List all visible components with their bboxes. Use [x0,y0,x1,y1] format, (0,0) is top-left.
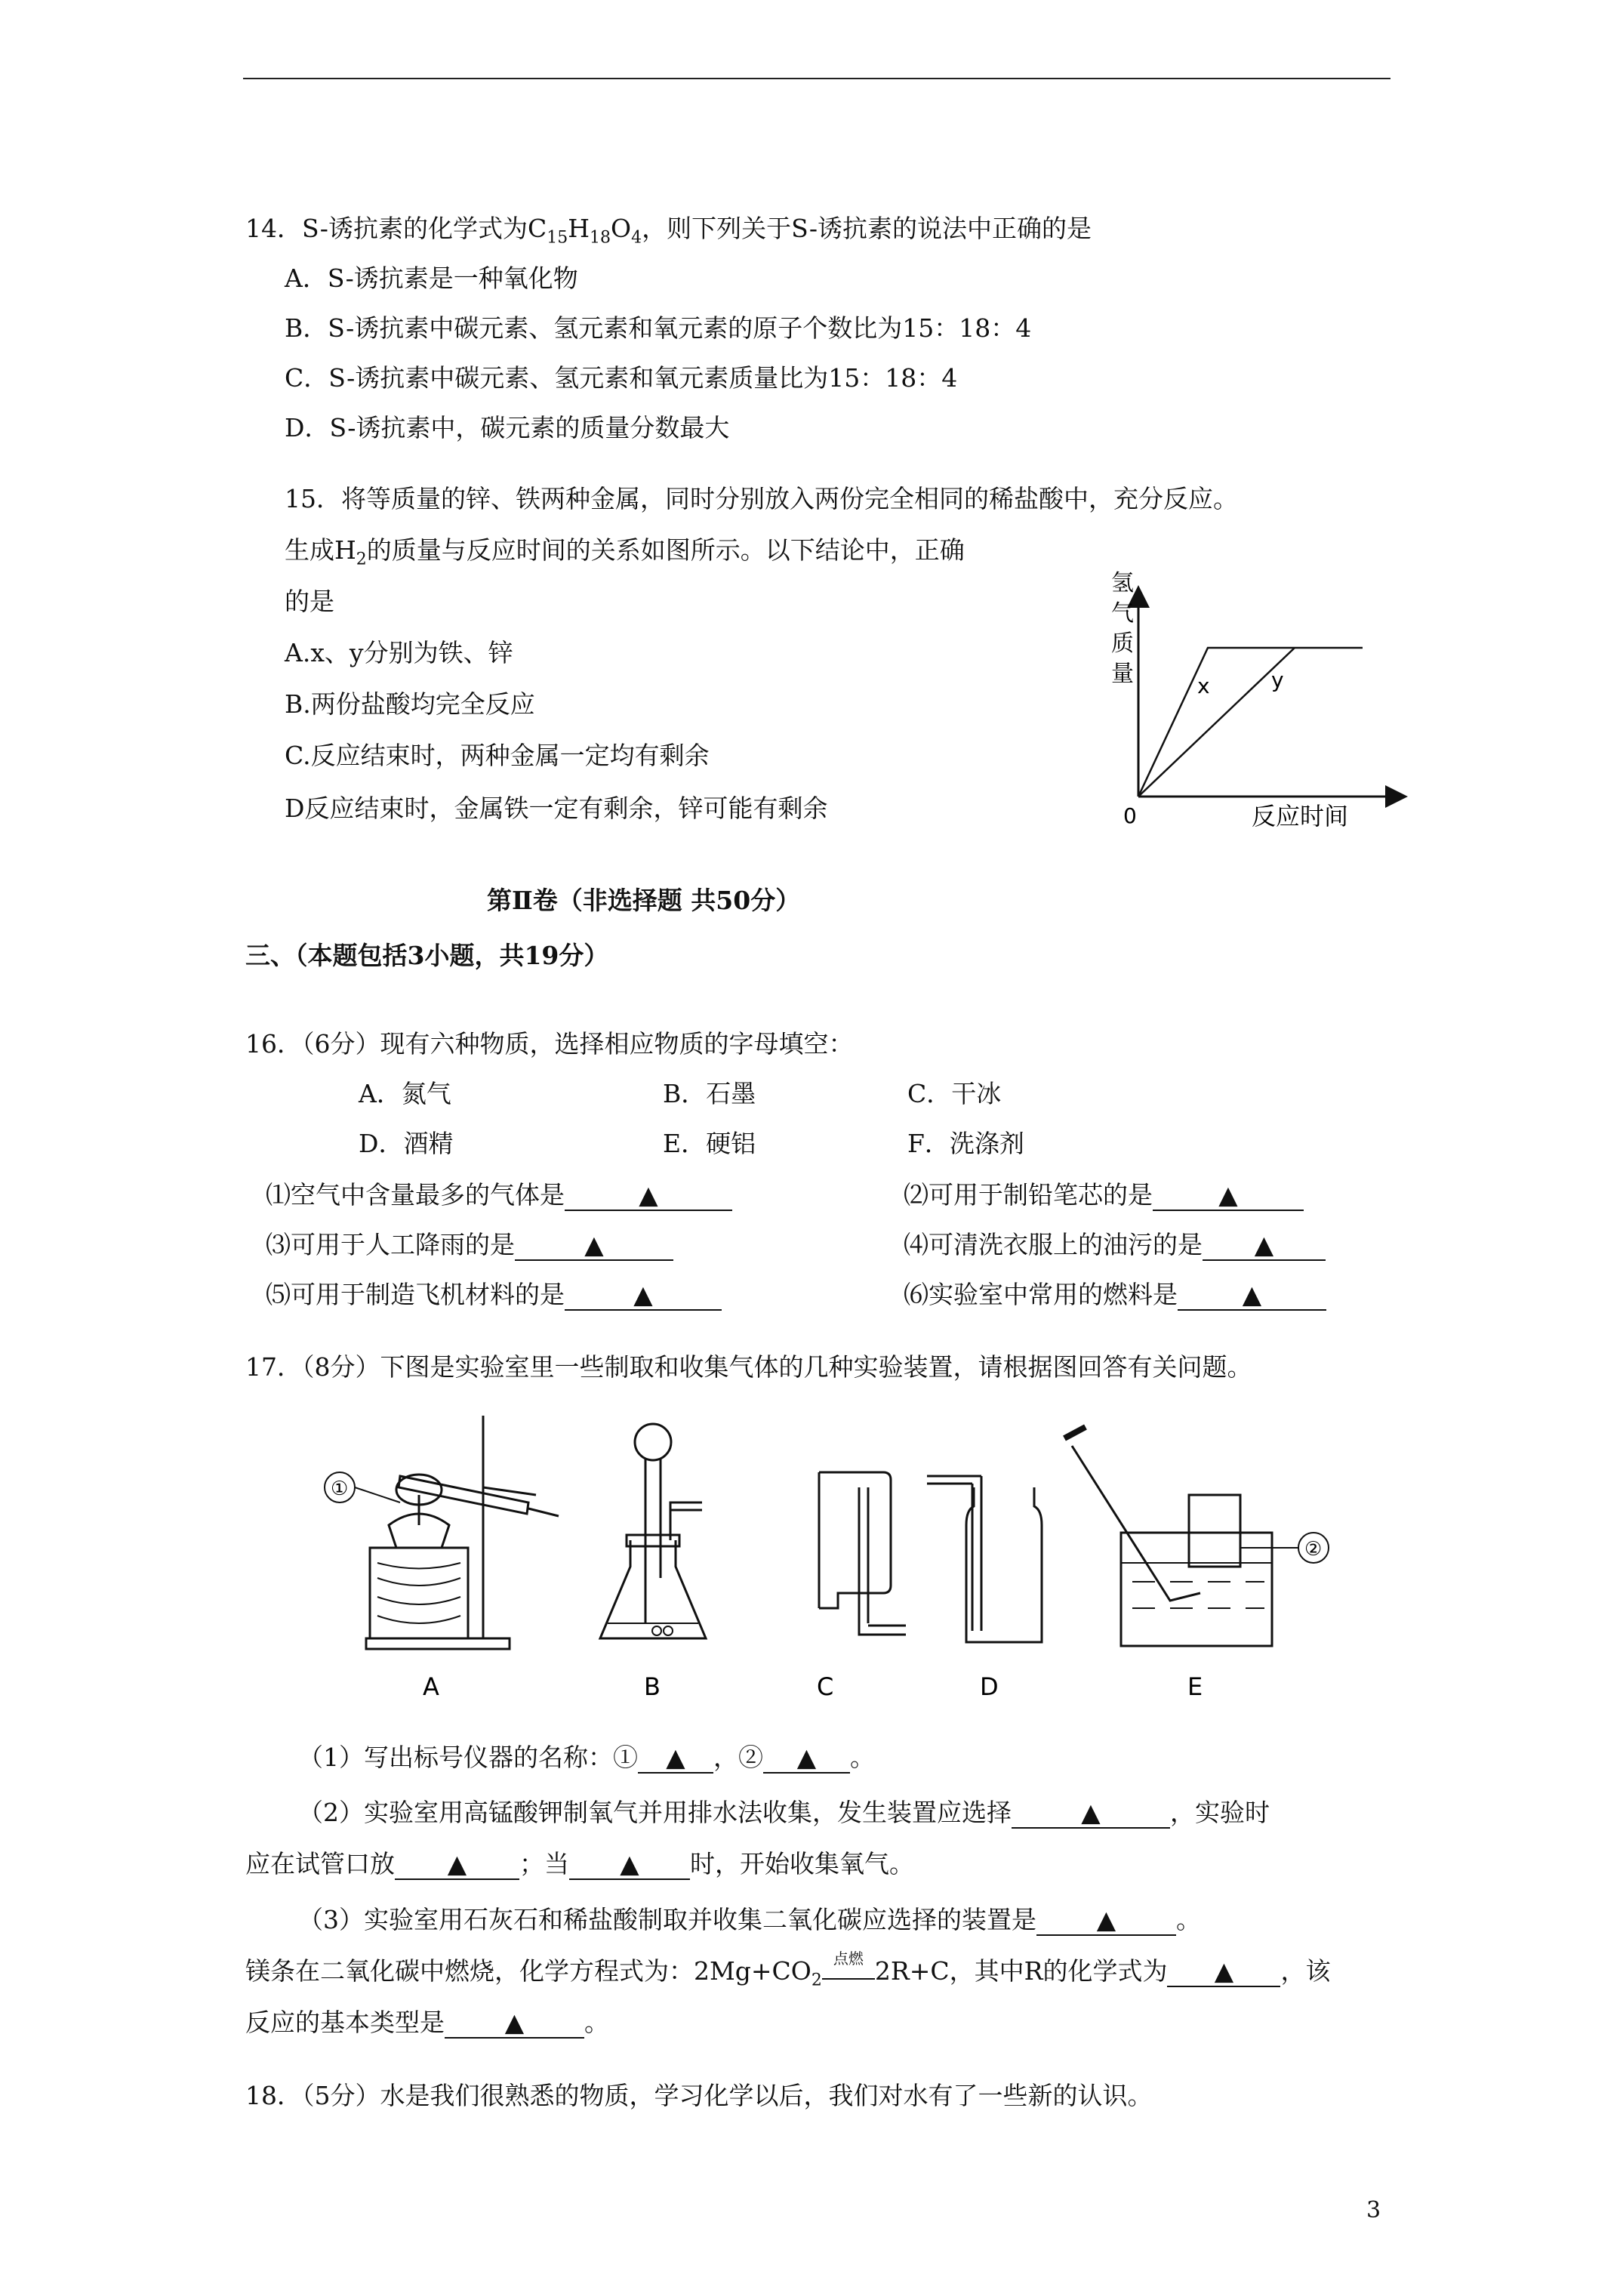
q14-option-b: B．S-诱抗素中碳元素、氢元素和氧元素的原子个数比为15：18：4 [285,313,1032,343]
q16-choice-e: E．硬铝 [663,1129,756,1158]
q15-origin: 0 [1123,803,1137,828]
label-e: E [1187,1672,1203,1701]
q16-choice-f: F．洗涤剂 [907,1129,1024,1158]
apparatus-b [600,1424,706,1638]
callout-1: ① [331,1478,349,1500]
answer-blank[interactable]: ▲ [763,1743,850,1774]
reaction-arrow: 点燃 [822,1963,875,1980]
header-rule [243,78,1390,79]
answer-blank[interactable]: ▲ [565,1181,732,1211]
answer-blank[interactable]: ▲ [515,1231,673,1261]
q15-line1: 15．将等质量的锌、铁两种金属，同时分别放入两份完全相同的稀盐酸中，充分反应。 [285,484,1238,513]
q15-ylabel-3: 质 [1111,630,1134,657]
q14-option-d: D．S-诱抗素中，碳元素的质量分数最大 [285,413,730,442]
answer-blank[interactable]: ▲ [1036,1906,1176,1936]
answer-blank[interactable]: ▲ [565,1281,722,1311]
q17-part2-cont: 应在试管口放 ▲ ；当 ▲ 时，开始收集氧气。 [245,1849,914,1878]
label-d: D [980,1672,999,1701]
answer-blank[interactable]: ▲ [1167,1957,1280,1987]
q15-ylabel-2: 气 [1111,600,1134,627]
q15-curve-x-line [1138,648,1363,797]
label-c: C [817,1672,834,1701]
answer-blank[interactable]: ▲ [569,1850,690,1880]
q16-item-1: ⑴空气中含量最多的气体是 ▲ [266,1179,732,1211]
apparatus-c [819,1472,906,1635]
answer-blank[interactable]: ▲ [445,2008,584,2039]
q15-ylabel-4: 量 [1111,661,1134,687]
answer-blank[interactable]: ▲ [638,1743,713,1774]
q17-part2: （2）实验室用高锰酸钾制氧气并用排水法收集，发生装置应选择 ▲ ，实验时 [298,1798,1270,1827]
answer-blank[interactable]: ▲ [395,1850,519,1880]
q15-option-a: A.x、y分别为铁、锌 [285,638,513,667]
q16-item-5: ⑸可用于制造飞机材料的是 ▲ [266,1279,722,1311]
q16-choice-c: C．干冰 [907,1079,1002,1108]
q16-choice-b: B．石墨 [663,1079,756,1108]
q14-stem: 14．S-诱抗素的化学式为$C_{15}H_{18}O_4$，则下列关于S-诱抗素的说法中正确的是 [245,214,1092,248]
q17-equation-line: 镁条在二氧化碳中燃烧，化学方程式为：$2Mg+CO_2$ 点燃 2R+C，其中R的化学式为 ▲ ，该 [245,1949,1331,1990]
answer-blank[interactable]: ▲ [1203,1231,1326,1261]
q15-xlabel: 反应时间 [1252,802,1349,831]
q16-stem: 16．（6分）现有六种物质，选择相应物质的字母填空： [245,1029,854,1059]
q17-part1: （1）写出标号仪器的名称：① ▲ ，② ▲ 。 [298,1743,875,1772]
q15-curve-x-label: x [1197,673,1210,698]
q15-line2: 生成$H_2$的质量与反应时间的关系如图所示。以下结论中，正确 [285,535,965,569]
q17-reaction-type: 反应的基本类型是 ▲ 。 [245,2008,609,2037]
apparatus-a [325,1416,559,1649]
q17-apparatus-figure [310,1412,1351,1706]
answer-blank[interactable]: ▲ [1012,1798,1170,1829]
q14-option-a: A．S-诱抗素是一种氧化物 [285,264,578,293]
q15-option-c: C.反应结束时，两种金属一定均有剩余 [285,741,710,770]
q15-ylabel-1: 氢 [1111,570,1134,596]
apparatus-d [927,1476,1042,1642]
q18-stem: 18．（5分）水是我们很熟悉的物质，学习化学以后，我们对水有了一些新的认识。 [245,2081,1153,2110]
callout-2: ② [1304,1538,1323,1561]
q16-item-2: ⑵可用于制铅笔芯的是 ▲ [904,1179,1304,1211]
q16-choice-a: A．氮气 [359,1079,451,1108]
answer-blank[interactable]: ▲ [1178,1281,1326,1311]
q16-item-6: ⑹实验室中常用的燃料是 ▲ [904,1279,1326,1311]
section2-title: 第Ⅱ卷（非选择题 共50分） [487,886,801,915]
q17-part3: （3）实验室用石灰石和稀盐酸制取并收集二氧化碳应选择的装置是 ▲ 。 [298,1905,1201,1934]
q15-option-b: B.两份盐酸均完全反应 [285,689,535,719]
q15-curve-y-label: y [1271,667,1284,692]
q14-option-c: C．S-诱抗素中碳元素、氢元素和氧元素质量比为15：18：4 [285,363,958,393]
answer-blank[interactable]: ▲ [1153,1181,1304,1211]
q17-stem: 17．（8分）下图是实验室里一些制取和收集气体的几种实验装置，请根据图回答有关问题。 [245,1352,1252,1382]
q16-item-3: ⑶可用于人工降雨的是 ▲ [266,1229,673,1261]
label-a: A [423,1672,439,1701]
page-number: 3 [1366,2197,1381,2224]
apparatus-e [1064,1427,1329,1646]
label-b: B [644,1672,661,1701]
section3-title: 三、（本题包括3小题，共19分） [245,941,609,970]
q15-graph [1095,559,1412,831]
q15-option-d: D反应结束时，金属铁一定有剩余，锌可能有剩余 [285,794,828,823]
q15-line3: 的是 [285,587,334,616]
q16-choice-d: D．酒精 [359,1129,454,1158]
q16-item-4: ⑷可清洗衣服上的油污的是 ▲ [904,1229,1326,1261]
